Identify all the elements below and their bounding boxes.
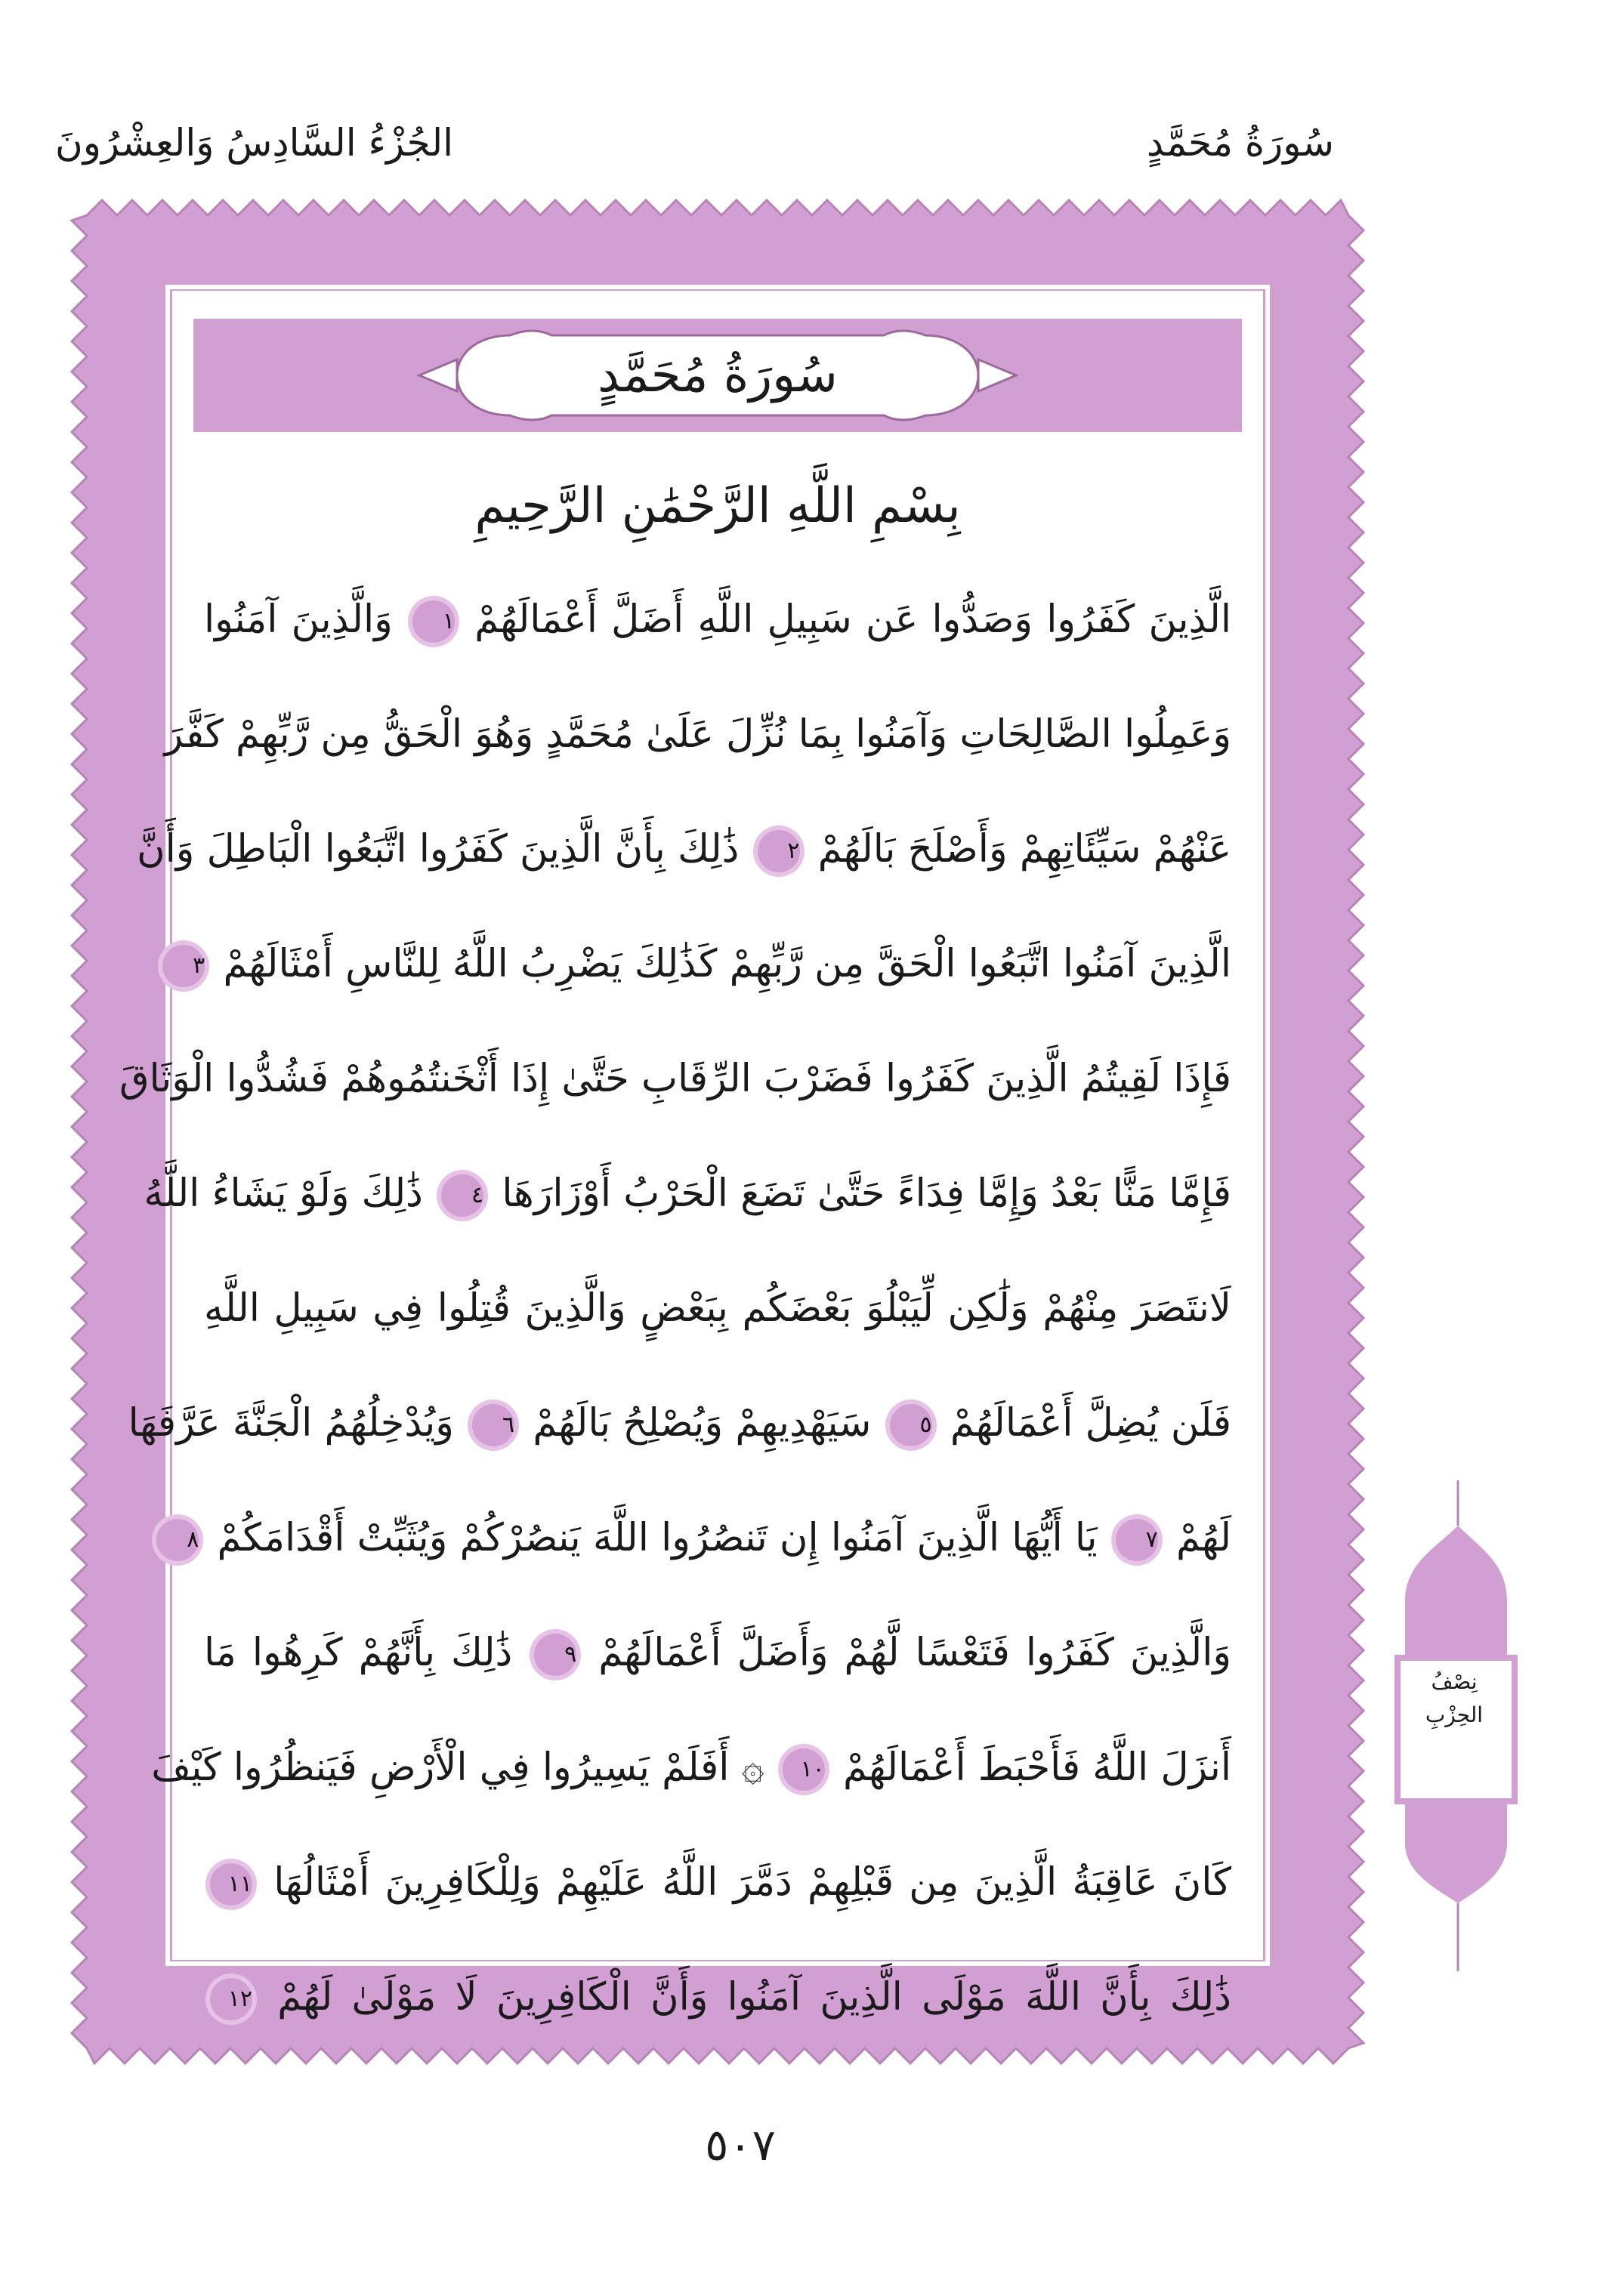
verse-text: ذَٰلِكَ بِأَنَّهُمْ كَرِهُوا مَا <box>204 1631 513 1675</box>
verse-text: أَنزَلَ اللَّهُ فَأَحْبَطَ أَعْمَالَهُمْ <box>843 1745 1231 1790</box>
juz-header: الجُزْءُ السَّادِسُ وَالعِشْرُونَ <box>54 121 453 165</box>
verse-line <box>204 1825 1231 1940</box>
ayah-number-marker: ٨ <box>156 1519 199 1561</box>
verse-lines <box>119 563 1232 2055</box>
verse-text: فَإِمَّا مَنًّا بَعْدُ وَإِمَّا فِدَاءً حَتَّىٰ تَضَعَ الْحَرْبُ أَوْزَارَهَا <box>502 1171 1231 1216</box>
verse-text: وَالَّذِينَ كَفَرُوا فَتَعْسًا لَّهُمْ وَأَضَلَّ أَعْمَالَهُمْ <box>598 1631 1231 1675</box>
verse-text: يَا أَيُّهَا الَّذِينَ آمَنُوا إِن تَنصُرُوا اللَّهَ يَنصُرْكُمْ وَيُثَبِّتْ أَقْدَامَكُمْ <box>217 1516 1098 1560</box>
ayah-number-marker: ٣ <box>162 945 205 987</box>
verse-line <box>119 1022 1231 1137</box>
hizb-marker-label: نِصْفُ الحِزْبِ <box>1425 1669 1484 1727</box>
verse-text: ذَٰلِكَ وَلَوْ يَشَاءُ اللَّهُ <box>144 1171 423 1216</box>
verse-text: كَانَ عَاقِبَةُ الَّذِينَ مِن قَبْلِهِمْ دَمَّرَ اللَّهُ عَلَيْهِمْ وَلِلْكَافِرِينَ أَمْثَالُهَا <box>273 1860 1232 1905</box>
ayah-number-marker: ٧ <box>1116 1519 1158 1561</box>
surah-header: سُورَةُ مُحَمَّدٍ <box>1146 121 1334 165</box>
ayah-number-marker: ٥ <box>890 1404 932 1446</box>
verse-line <box>193 907 1231 1022</box>
verse-text: وَالَّذِينَ آمَنُوا <box>204 597 393 642</box>
verse-text: وَعَمِلُوا الصَّالِحَاتِ وَآمَنُوا بِمَا نُزِّلَ عَلَىٰ مُحَمَّدٍ وَهُوَ الْحَقُّ مِن رَّبِّهِمْ كَفَّرَ <box>164 712 1231 757</box>
ayah-number-marker: ٤ <box>441 1174 483 1217</box>
verse-text: عَنْهُمْ سَيِّئَاتِهِمْ وَأَصْلَحَ بَالَهُمْ <box>817 827 1231 872</box>
ayah-number-marker: ٩ <box>534 1634 576 1676</box>
verse-text: لَانتَصَرَ مِنْهُمْ وَلَٰكِن لِّيَبْلُوَ بَعْضَكُم بِبَعْضٍ وَالَّذِينَ قُتِلُوا فِي سَبِيلِ اللَّهِ <box>204 1286 1231 1331</box>
verse-line <box>128 1366 1231 1481</box>
surah-title: سُورَةُ مُحَمَّدٍ <box>598 347 838 403</box>
page-number: ٥٠٧ <box>705 2119 776 2171</box>
verse-line <box>144 1137 1231 1251</box>
ayah-number-marker: ١٠ <box>783 1748 825 1791</box>
verse-line <box>204 1940 1231 2055</box>
verse-text: فَإِذَا لَقِيتُمُ الَّذِينَ كَفَرُوا فَضَرْبَ الرِّقَابِ حَتَّىٰ إِذَا أَثْخَنتُمُوهُمْ فَشُدُّوا الْوَثَاقَ <box>119 1057 1231 1101</box>
verse-text: سَيَهْدِيهِمْ وَيُصْلِحُ بَالَهُمْ <box>533 1401 872 1446</box>
basmala: بِسْمِ اللَّهِ الرَّحْمَٰنِ الرَّحِيمِ <box>474 478 961 534</box>
ayah-number-marker: ٢ <box>758 830 800 872</box>
verse-text: لَهُمْ <box>1176 1516 1231 1560</box>
verse-line <box>204 563 1231 677</box>
verse-text: ذَٰلِكَ بِأَنَّ اللَّهَ مَوْلَى الَّذِينَ آمَنُوا وَأَنَّ الْكَافِرِينَ لَا مَوْلَىٰ لَهُمْ <box>277 1975 1231 2020</box>
verse-line <box>164 677 1231 792</box>
verse-text: فَلَن يُضِلَّ أَعْمَالَهُمْ <box>950 1401 1231 1446</box>
verse-text: الَّذِينَ كَفَرُوا وَصَدُّوا عَن سَبِيلِ اللَّهِ أَضَلَّ أَعْمَالَهُمْ <box>474 597 1232 642</box>
verse-line <box>187 1481 1231 1596</box>
ayah-number-marker: ١ <box>412 600 455 643</box>
verse-line <box>151 1711 1231 1825</box>
verse-text: ذَٰلِكَ بِأَنَّ الَّذِينَ كَفَرُوا اتَّبَعُوا الْبَاطِلَ وَأَنَّ <box>137 827 740 872</box>
verse-text: ۞ أَفَلَمْ يَسِيرُوا فِي الْأَرْضِ فَيَنظُرُوا كَيْفَ <box>151 1745 764 1790</box>
verse-line <box>204 1596 1231 1711</box>
verse-text: الَّذِينَ آمَنُوا اتَّبَعُوا الْحَقَّ مِن رَّبِّهِمْ كَذَٰلِكَ يَضْرِبُ اللَّهُ لِلنَّاسِ أَمْثَالَهُمْ <box>223 942 1231 986</box>
ayah-number-marker: ١١ <box>210 1863 252 1906</box>
verse-text: وَيُدْخِلُهُمُ الْجَنَّةَ عَرَّفَهَا <box>128 1401 454 1446</box>
verse-line <box>204 1251 1231 1366</box>
ayah-number-marker: ٦ <box>472 1404 514 1446</box>
verse-line <box>137 792 1231 907</box>
ayah-number-marker: ١٢ <box>210 1978 252 2020</box>
